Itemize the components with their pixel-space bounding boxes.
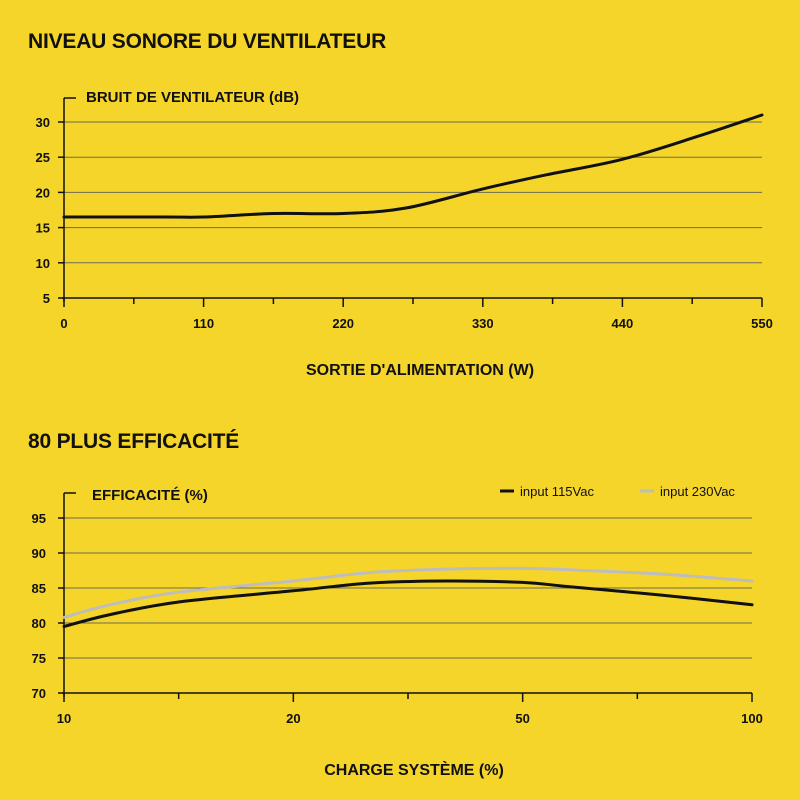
chart1-x-tick-label: 110 — [193, 316, 215, 331]
chart2-x-tick-label: 100 — [741, 711, 763, 726]
chart2-y-tick-label: 90 — [31, 546, 46, 561]
chart2-x-tick-label: 20 — [286, 711, 301, 726]
chart1-x-tick-label: 440 — [611, 316, 634, 331]
chart1-y-tick-label: 25 — [35, 150, 50, 166]
chart1-x-axis-label: SORTIE D'ALIMENTATION (W) — [305, 362, 535, 379]
chart2-y-tick-label: 80 — [31, 616, 46, 631]
chart2-x-tick-label: 10 — [56, 711, 72, 726]
chart1-title: NIVEAU SONORE DU VENTILATEUR — [28, 30, 387, 53]
chart2-x-tick-label: 50 — [515, 711, 530, 726]
chart1-y-tick-label: 5 — [42, 291, 50, 306]
chart2-legend-label: input 230Vac — [660, 484, 735, 499]
chart1-y-tick-label: 15 — [35, 220, 50, 236]
chart2-y-tick-label: 85 — [31, 581, 46, 596]
chart2-y-tick-label: 95 — [31, 511, 46, 526]
chart2-y-tick-label: 70 — [31, 686, 46, 701]
chart1-y-tick-label: 10 — [35, 255, 50, 271]
chart1-y-tick-label: 30 — [35, 115, 50, 130]
chart1-x-tick-label: 330 — [471, 316, 494, 331]
chart2-y-tick-label: 75 — [31, 651, 46, 666]
chart1-y-axis-label: BRUIT DE VENTILATEUR (dB) — [86, 89, 300, 106]
chart2-y-axis-label: EFFICACITÉ (%) — [92, 487, 208, 504]
chart2-x-axis-label: CHARGE SYSTÈME (%) — [324, 762, 504, 779]
chart1-series-line — [64, 115, 762, 217]
chart1-x-tick-label: 550 — [751, 316, 773, 331]
chart1-x-tick-label: 0 — [60, 316, 68, 331]
efficiency-chart — [0, 400, 800, 800]
chart2-title: 80 PLUS EFFICACITÉ — [28, 430, 240, 453]
chart1-y-tick-label: 20 — [35, 185, 50, 201]
chart1-x-tick-label: 220 — [332, 316, 355, 331]
chart2-legend-label: input 115Vac — [520, 484, 594, 499]
